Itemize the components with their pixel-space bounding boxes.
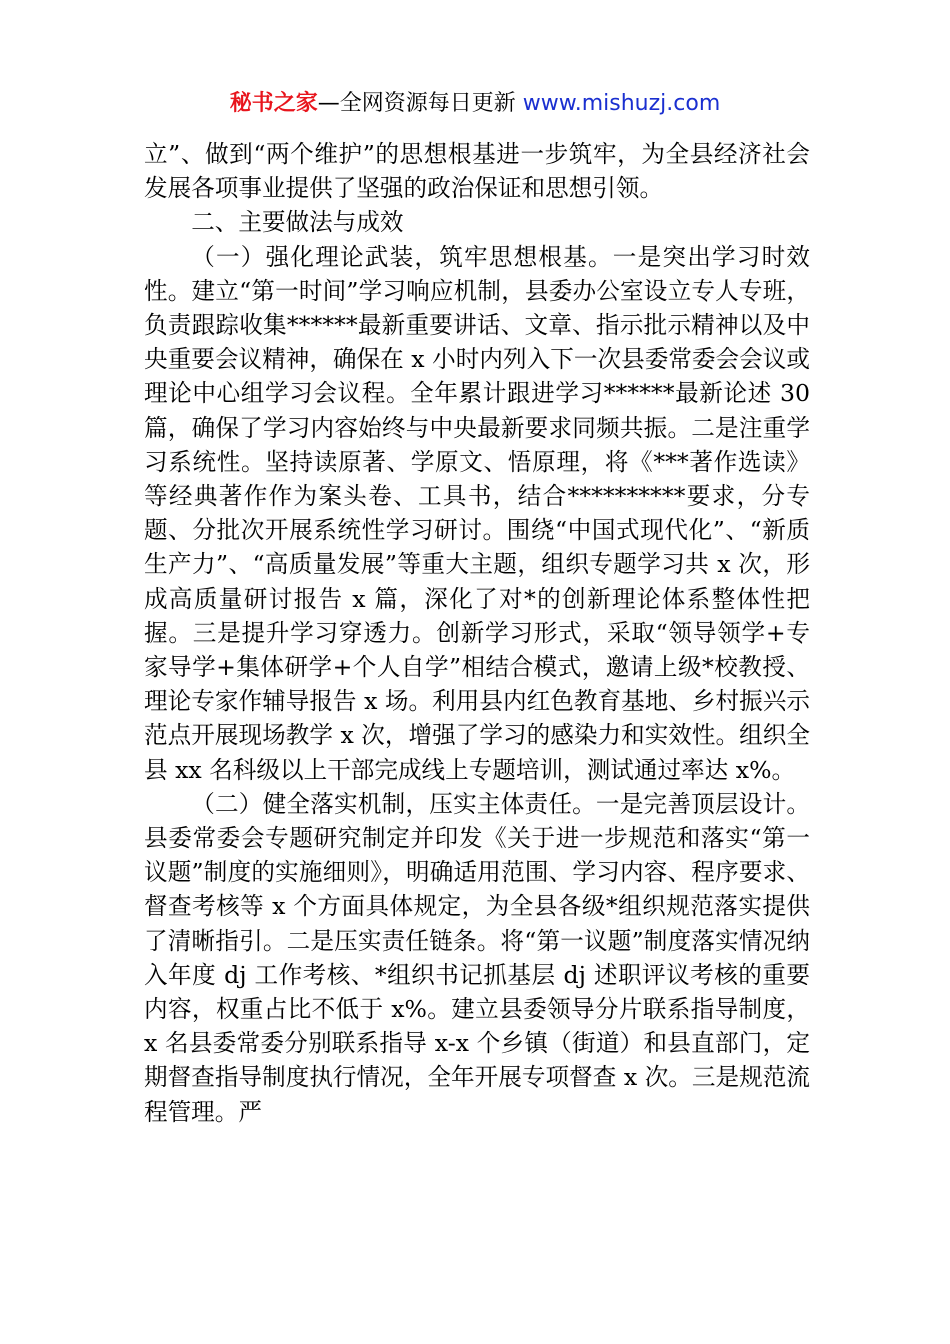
paragraph-continuation: 立”、做到“两个维护”的思想根基进一步筑牢，为全县经济社会发展各项事业提供了坚强的政治保证和思想引领。 [144, 140, 810, 203]
document-body [144, 137, 810, 1129]
site-slogan: —全网资源每日更新 [317, 91, 523, 116]
site-url[interactable]: www.mishuzj.com [522, 91, 721, 116]
section-heading: 二、主要做法与成效 [191, 208, 404, 237]
paragraph-theory-study: （一）强化理论武装，筑牢思想根基。一是突出学习时效性。建立“第一时间”学习响应机制，县委办公室设立专人专班，负责跟踪收集******最新重要讲话、文章、指示批示精神以及中央重要会议精神，确保在 x 小时内列入下一次县委常委会会议或理论中心组学习会议程。全年累计跟进学习******最新论述 30 篇，确保了学习内容始终与中央最新要求同频共振。二是注重学习系统性。坚持读原著、学原文、悟原理，将《***著作选读》等经典著作作为案头卷、工具书，结合**********要求，分专题、分批次开展系统性学习研讨。围绕“中国式现代化”、“新质生产力”、“高质量发展”等重大主题，组织专题学习共 x 次，形成高质量研讨报告 x 篇，深化了对*的创新理论体系整体性把握。三是提升学习穿透力。创新学习形式，采取“领导领学+专家导学+集体研学+个人自学”相结合模式，邀请上级*校教授、理论专家作辅导报告 x 场。利用县内红色教育基地、乡村振兴示范点开展现场教学 x 次，增强了学习的感染力和实效性。组织全县 xx 名科级以上干部完成线上专题培训，测试通过率达 x%。 [144, 242, 810, 784]
paragraph-mechanism: （二）健全落实机制，压实主体责任。一是完善顶层设计。县委常委会专题研究制定并印发《关于进一步规范和落实“第一议题”制度的实施细则》，明确适用范围、学习内容、程序要求、督查考核等 x 个方面具体规定，为全县各级*组织规范落实提供了清晰指引。二是压实责任链条。将“第一议题”制度落实情况纳入年度 dj 工作考核、*组织书记抓基层 dj 述职评议考核的重要内容，权重占比不低于 x%。建立县委领导分片联系指导制度，x 名县委常委分别联系指导 x-x 个乡镇（街道）和县直部门，定期督查指导制度执行情况，全年开展专项督查 x 次。三是规范流程管理。严 [144, 789, 810, 1126]
site-brand: 秘书之家 [229, 91, 318, 116]
site-header [0, 88, 950, 120]
